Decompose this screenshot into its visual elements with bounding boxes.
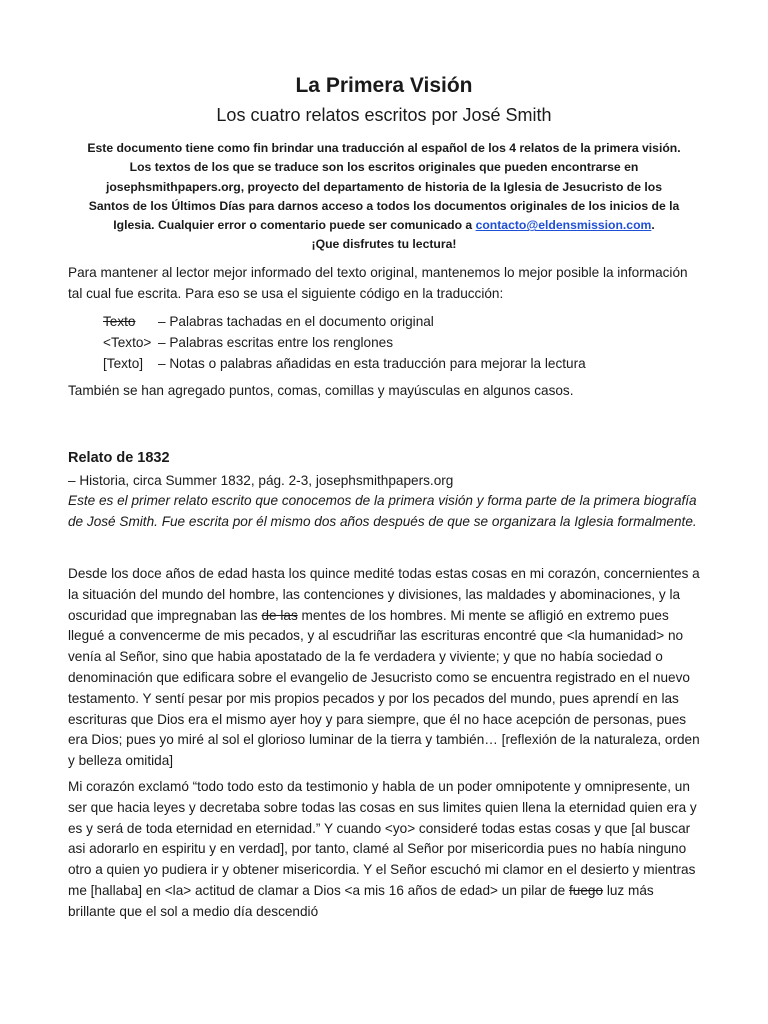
- account-2-struck-word: fuego: [569, 882, 604, 898]
- punctuation-note: También se han agregado puntos, comas, comillas y mayúsculas en algunos casos.: [68, 383, 574, 398]
- account-1-text-b: mentes de los hombres. Mi mente se afligió en extremo pues llegué a convencerme de mis pecados, y al escudriñar las escrituras encontré que <la humanidad> no venía al Señor, sino que habia apostatado de la fe verdadera y viviente; y que no había sociedad o denominación que edificara sobre el evangelio de Jesucristo como se encuentra registrado en el nuevo testamento. Y sentí pesar por mis propios pecados y por los pecados del mundo, pues aprendí en las escrituras que Dios era el mismo ayer hoy y para siempre, que él no hace acepción de personas, pues era Dios; pues yo miré al sol el glorioso luminar de la tierra y también… [reflexión de la naturaleza, orden y belleza omitida]: [68, 607, 700, 769]
- notation-legend: [103, 312, 586, 374]
- contact-email-link[interactable]: contacto@eldensmission.com: [475, 218, 652, 233]
- legend-key-bracket: [Texto]: [103, 355, 144, 371]
- account-1-text-a: Desde los doce años de edad hasta los quince medité todas estas cosas en mi corazón, concernientes a la situación del mundo del hombre, las contenciones y divisiones, las maldades y abominaciones, y la oscuridad que impregnaban las: [68, 566, 700, 623]
- legend-key-angle: <Texto>: [103, 334, 152, 350]
- section-source: – Historia, circa Summer 1832, pág. 2-3, josephsmithpapers.org: [68, 473, 454, 488]
- legend-desc-angle: – Palabras escritas entre los renglones: [158, 334, 393, 350]
- legend-row-bracket: [103, 354, 586, 375]
- legend-desc-strike: – Palabras tachadas en el documento original: [158, 314, 434, 329]
- account-paragraph-2: [68, 777, 700, 923]
- intro-after-email: .: [651, 218, 655, 233]
- legend-key-strike: Texto: [103, 314, 136, 329]
- section-title: Relato de 1832: [68, 450, 170, 466]
- legend-row-angle: [103, 333, 586, 354]
- legend-desc-bracket: – Notas o palabras añadidas en esta traducción para mejorar la lectura: [158, 355, 586, 371]
- intro-paragraph: [84, 139, 684, 255]
- section-description-end: .: [692, 513, 697, 529]
- section-description-text: Este es el primer relato escrito que conocemos de la primera visión y forma parte de la primera biografía de José Smith. Fue escrita por él mismo dos años después de que se organizara la Iglesia formalmente: [68, 493, 697, 529]
- notation-intro-paragraph: Para mantener al lector mejor informado del texto original, mantenemos lo mejor posible la información tal cual fue escrita. Para eso se usa el siguiente código en la traducción:: [68, 265, 688, 301]
- intro-text: Este documento tiene como fin brindar una traducción al español de los 4 relatos de la primera visión. Los textos de los que se traduce son los escritos originales que pueden encontrarse en josephsmithpapers.org, proyecto del departamento de historia de la Iglesia de Jesucristo de los Santos de los Últimos Días para darnos acceso a todos los documentos originales de los inicios de la Iglesia. Cualquier error o comentario puede ser comunicado a: [87, 141, 681, 233]
- account-paragraph-1: [68, 564, 700, 772]
- intro-closing: ¡Que disfrutes tu lectura!: [311, 237, 457, 252]
- section-description: [68, 491, 708, 533]
- page-subtitle: Los cuatro relatos escritos por José Smith: [216, 105, 552, 125]
- account-1-struck-word: de las: [261, 607, 298, 623]
- page-title: La Primera Visión: [295, 74, 473, 97]
- account-2-text-b: luz más brillante que el sol a medio día descendió: [68, 882, 654, 919]
- legend-row-strike: [103, 312, 586, 333]
- account-2-text-a: Mi corazón exclamó “todo todo esto da testimonio y habla de un poder omnipotente y omnipresente, un ser que hacia leyes y decretaba sobre todas las cosas en sus limites quien llena la eternidad quien era y es y será de toda eternidad en eternidad.” Y cuando <yo> consideré todas estas cosas y que [al buscar asi adorarlo en espiritu y en verdad], por tanto, clamé al Señor por misericordia pues no había ninguno otro a quien yo pudiera ir y obtener misericordia. Y el Señor escuchó mi clamor en el desierto y mientras me [hallaba] en <la> actitud de clamar a Dios <a mis 16 años de edad> un pilar de: [68, 779, 697, 898]
